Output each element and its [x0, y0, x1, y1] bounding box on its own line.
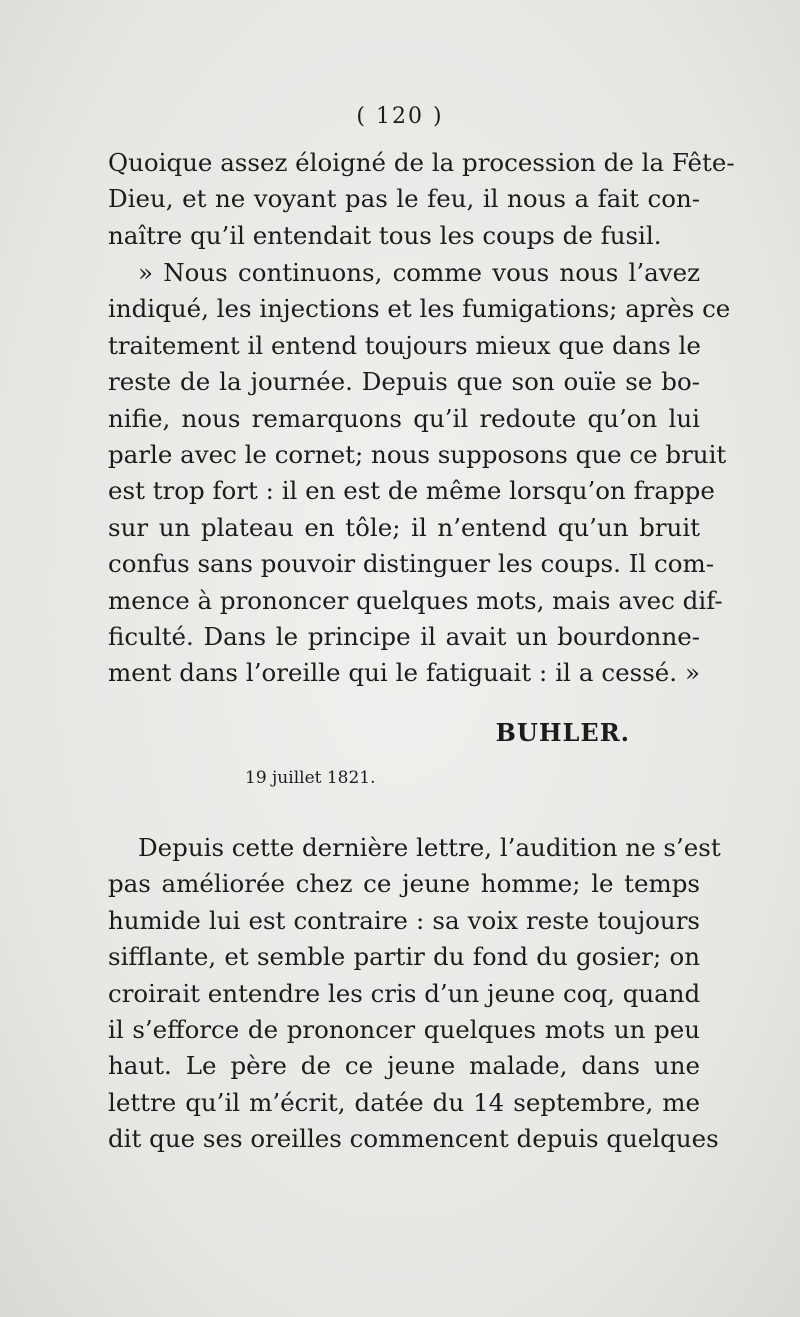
text-line: Dieu, et ne voyant pas le feu, il nous a fait con-: [108, 184, 700, 214]
text-line: Quoique assez éloigné de la procession de la Fête-: [108, 148, 735, 177]
text-line: naître qu’il entendait tous les coups de fusil.: [108, 220, 662, 250]
text-line: » Nous continuons, comme vous nous l’avez: [138, 258, 700, 287]
text-line: nifie, nous remarquons qu’il redoute qu’on lui: [108, 403, 700, 433]
text-line: ment dans l’oreille qui le fatiguait : il a cessé. »: [108, 658, 700, 688]
paragraph-3: [108, 830, 721, 1158]
signature: BUHLER.: [495, 718, 630, 747]
text-line: haut. Le père de ce jeune malade, dans une: [108, 1051, 700, 1081]
text-line: ficulté. Dans le principe il avait un bourdonne-: [108, 621, 700, 651]
text-line: Depuis cette dernière lettre, l’audition ne s’est: [138, 833, 721, 862]
letter-date: 19 juillet 1821.: [245, 768, 376, 788]
text-line: mence à prononcer quelques mots, mais avec dif-: [108, 585, 723, 615]
text-line: parle avec le cornet; nous supposons que ce bruit: [108, 439, 727, 469]
paragraph-1: [108, 145, 735, 254]
text-line: traitement il entend toujours mieux que dans le: [108, 330, 701, 360]
text-line: sifflante, et semble partir du fond du gosier; on: [108, 942, 700, 972]
text-line: indiqué, les injections et les fumigations; après ce: [108, 294, 731, 324]
text-line: est trop fort : il en est de même lorsqu’on frappe: [108, 476, 715, 506]
text-line: lettre qu’il m’écrit, datée du 14 septembre, me: [108, 1087, 700, 1117]
text-line: pas améliorée chez ce jeune homme; le temps: [108, 869, 700, 899]
text-line: confus sans pouvoir distinguer les coups. Il com-: [108, 549, 714, 579]
text-line: humide lui est contraire : sa voix reste toujours: [108, 905, 700, 935]
text-line: reste de la journée. Depuis que son ouïe se bo-: [108, 367, 700, 397]
text-line: sur un plateau en tôle; il n’entend qu’un bruit: [108, 512, 700, 542]
text-line: croirait entendre les cris d’un jeune coq, quand: [108, 978, 701, 1008]
text-line: dit que ses oreilles commencent depuis quelques: [108, 1124, 719, 1154]
paragraph-2: [108, 255, 731, 692]
page-number: ( 120 ): [356, 104, 444, 129]
text-line: il s’efforce de prononcer quelques mots un peu: [108, 1014, 700, 1044]
